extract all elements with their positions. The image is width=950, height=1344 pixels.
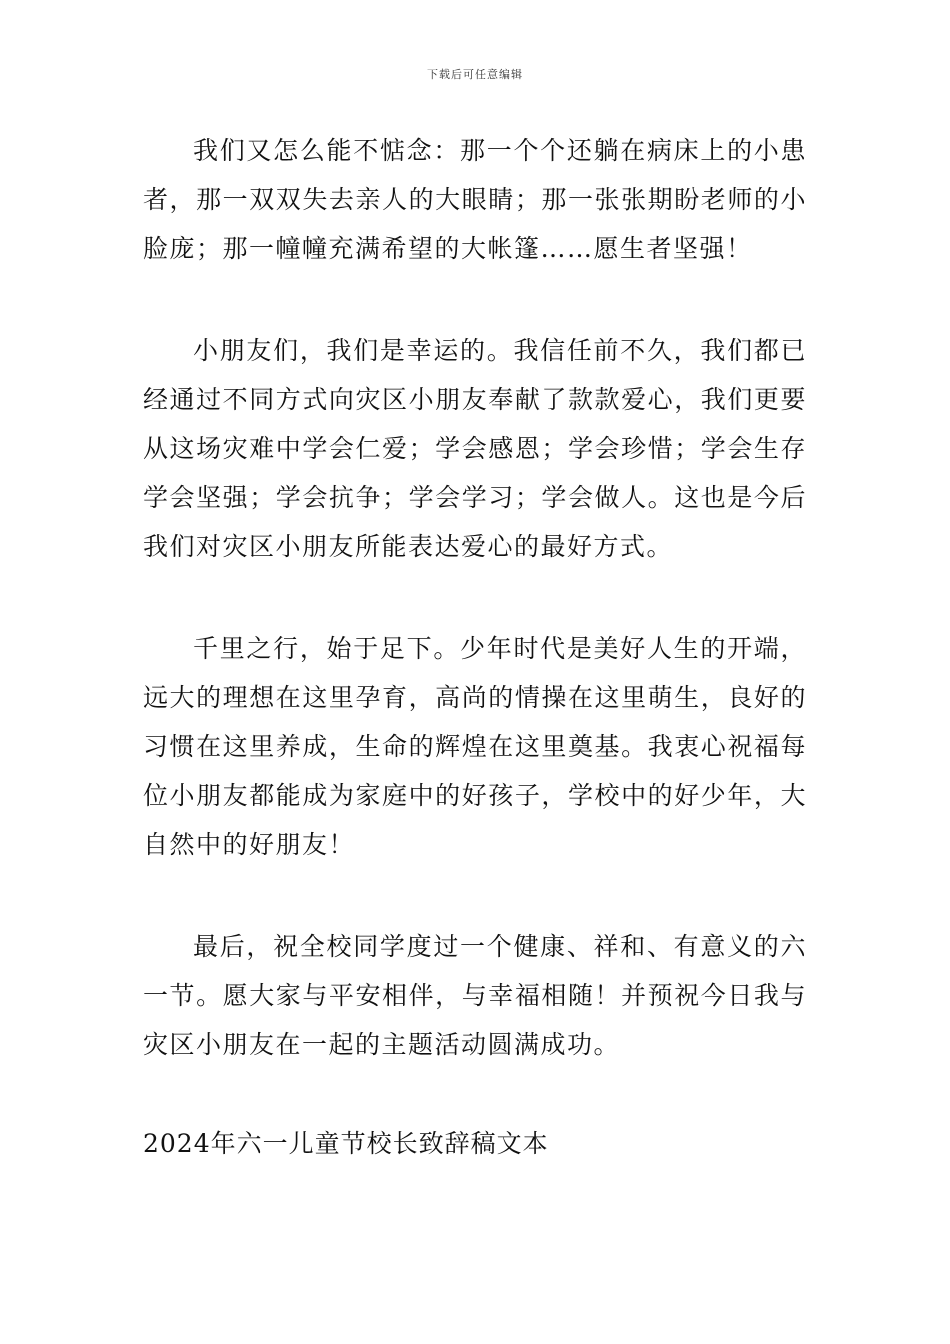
- header-note: 下载后可任意编辑: [427, 68, 523, 81]
- paragraph-2: 小朋友们，我们是幸运的。我信任前不久，我们都已经通过不同方式向灾区小朋友奉献了款款爱心，我们更要从这场灾难中学会仁爱；学会感恩；学会珍惜；学会生存学会坚强；学会抗争；学会学习；学会做人。这也是今后我们对灾区小朋友所能表达爱心的最好方式。: [143, 336, 807, 561]
- paragraph-4: 最后，祝全校同学度过一个健康、祥和、有意义的六一节。愿大家与平安相伴，与幸福相随！并预祝今日我与灾区小朋友在一起的主题活动圆满成功。: [143, 932, 807, 1059]
- document-title: 2024年六一儿童节校长致辞稿文本: [143, 1129, 549, 1158]
- paragraph-3: 千里之行，始于足下。少年时代是美好人生的开端，远大的理想在这里孕育，高尚的情操在这里萌生，良好的习惯在这里养成，生命的辉煌在这里奠基。我衷心祝福每位小朋友都能成为家庭中的好孩子，学校中的好少年，大自然中的好朋友！: [143, 634, 807, 859]
- paragraph-1: 我们又怎么能不惦念：那一个个还躺在病床上的小患者，那一双双失去亲人的大眼睛；那一张张期盼老师的小脸庞；那一幢幢充满希望的大帐篷……愿生者坚强！: [143, 136, 807, 263]
